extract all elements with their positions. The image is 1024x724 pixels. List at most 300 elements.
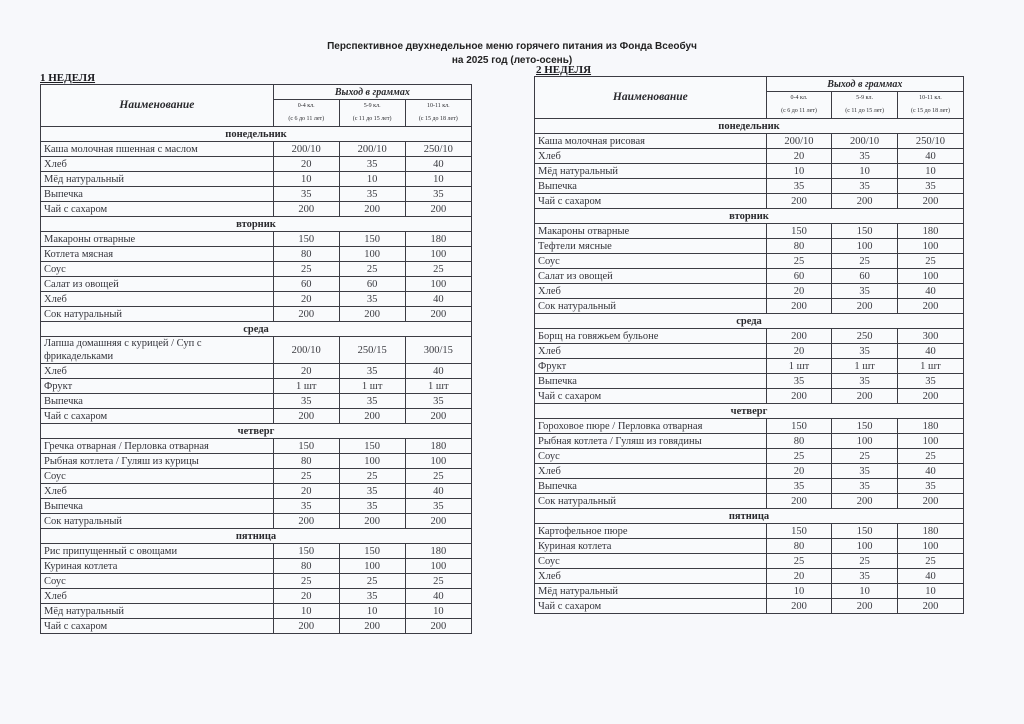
- table-row: [535, 449, 964, 464]
- portion-value: 200: [273, 409, 339, 424]
- dish-name: Хлеб: [535, 284, 767, 299]
- dish-name: Сок натуральный: [535, 299, 767, 314]
- table-row: [41, 247, 472, 262]
- day-name: понедельник: [535, 119, 964, 134]
- dish-name: Фрукт: [41, 379, 274, 394]
- portion-value: 60: [273, 277, 339, 292]
- portion-value: 200: [405, 514, 471, 529]
- portion-value: 80: [766, 434, 832, 449]
- portion-value: 35: [897, 374, 963, 389]
- table-row: [41, 409, 472, 424]
- portion-value: 20: [273, 292, 339, 307]
- day-name: четверг: [535, 404, 964, 419]
- dish-name: Куриная котлета: [535, 539, 767, 554]
- dish-name: Макароны отварные: [535, 224, 767, 239]
- portion-value: 80: [273, 559, 339, 574]
- table-row: [535, 269, 964, 284]
- portion-value: 180: [405, 232, 471, 247]
- day-row: [41, 217, 472, 232]
- portion-value: 40: [405, 157, 471, 172]
- portion-value: 100: [897, 239, 963, 254]
- portion-value: 40: [897, 149, 963, 164]
- portion-value: 200: [339, 307, 405, 322]
- portion-value: 250/15: [339, 337, 405, 364]
- day-row: [41, 529, 472, 544]
- portion-value: 35: [832, 479, 898, 494]
- table-row: [41, 379, 472, 394]
- portion-value: 150: [832, 224, 898, 239]
- table-row: [41, 439, 472, 454]
- dish-name: Мёд натуральный: [41, 172, 274, 187]
- portion-value: 35: [405, 394, 471, 409]
- table-row: [41, 187, 472, 202]
- portion-value: 40: [897, 344, 963, 359]
- portion-value: 10: [832, 584, 898, 599]
- header-row: [41, 85, 472, 100]
- portion-value: 200: [766, 194, 832, 209]
- table-row: [41, 484, 472, 499]
- portion-value: 25: [405, 574, 471, 589]
- dish-name: Чай с сахаром: [535, 599, 767, 614]
- portion-value: 35: [273, 187, 339, 202]
- portion-value: 100: [832, 239, 898, 254]
- age-range: (с 6 до 11 лет): [781, 108, 817, 114]
- table-row: [41, 307, 472, 322]
- portion-value: 100: [897, 434, 963, 449]
- portion-value: 60: [766, 269, 832, 284]
- portion-value: 200: [897, 194, 963, 209]
- table-row: [535, 194, 964, 209]
- table-row: [535, 464, 964, 479]
- dish-name: Выпечка: [41, 394, 274, 409]
- portion-value: 200/10: [766, 134, 832, 149]
- day-row: [535, 209, 964, 224]
- portion-value: 100: [339, 454, 405, 469]
- portion-value: 40: [897, 284, 963, 299]
- portion-value: 200: [897, 389, 963, 404]
- portion-value: 1 шт: [832, 359, 898, 374]
- portion-value: 200/10: [273, 142, 339, 157]
- portion-value: 35: [339, 484, 405, 499]
- portion-value: 25: [339, 262, 405, 277]
- dish-name: Гречка отварная / Перловка отварная: [41, 439, 274, 454]
- table-row: [41, 514, 472, 529]
- table-row: [535, 554, 964, 569]
- dish-name: Выпечка: [41, 499, 274, 514]
- week-2-menu-table: [534, 76, 964, 614]
- portion-value: 180: [405, 439, 471, 454]
- day-name: пятница: [41, 529, 472, 544]
- table-row: [41, 142, 472, 157]
- dish-name: Каша молочная рисовая: [535, 134, 767, 149]
- portion-value: 10: [339, 604, 405, 619]
- grade-range: 0-4 кл.: [297, 103, 315, 109]
- portion-value: 10: [766, 584, 832, 599]
- dish-name: Хлеб: [535, 464, 767, 479]
- dish-name: Хлеб: [41, 589, 274, 604]
- portion-value: 10: [273, 172, 339, 187]
- dish-name: Выпечка: [535, 374, 767, 389]
- portion-value: 60: [339, 277, 405, 292]
- age-range: (с 15 до 18 лет): [418, 116, 458, 122]
- portion-value: 25: [273, 262, 339, 277]
- dish-name: Макароны отварные: [41, 232, 274, 247]
- grade-range: 0-4 кл.: [790, 95, 808, 101]
- portion-value: 200: [273, 307, 339, 322]
- portion-value: 1 шт: [273, 379, 339, 394]
- grade-range: 10-11 кл.: [919, 95, 942, 101]
- portion-value: 100: [832, 539, 898, 554]
- day-row: [41, 127, 472, 142]
- dish-name: Рис припущенный с овощами: [41, 544, 274, 559]
- dish-name: Хлеб: [41, 292, 274, 307]
- portion-value: 80: [766, 539, 832, 554]
- portion-value: 25: [405, 469, 471, 484]
- week-1-label: 1 НЕДЕЛЯ: [40, 72, 96, 84]
- portion-value: 10: [339, 172, 405, 187]
- portion-value: 150: [273, 544, 339, 559]
- day-row: [535, 119, 964, 134]
- table-row: [41, 277, 472, 292]
- header-row: [535, 77, 964, 92]
- portion-value: 25: [766, 449, 832, 464]
- portion-value: 100: [405, 247, 471, 262]
- portion-value: 200: [273, 514, 339, 529]
- age-range: (с 15 до 18 лет): [910, 108, 950, 114]
- table-row: [535, 419, 964, 434]
- day-name: вторник: [41, 217, 472, 232]
- age-range: (с 11 до 15 лет): [845, 108, 884, 114]
- dish-name: Мёд натуральный: [535, 164, 767, 179]
- age-group-header: [273, 100, 339, 127]
- dish-name: Чай с сахаром: [41, 202, 274, 217]
- portion-value: 100: [405, 277, 471, 292]
- portion-value: 35: [832, 179, 898, 194]
- portion-value: 200: [897, 494, 963, 509]
- table-row: [535, 254, 964, 269]
- portion-value: 25: [273, 469, 339, 484]
- portion-value: 40: [897, 464, 963, 479]
- table-row: [535, 149, 964, 164]
- dish-name: Куриная котлета: [41, 559, 274, 574]
- dish-name: Хлеб: [535, 149, 767, 164]
- portion-value: 200: [832, 194, 898, 209]
- portion-value: 20: [766, 149, 832, 164]
- portion-value: 25: [766, 554, 832, 569]
- portion-value: 200/10: [339, 142, 405, 157]
- grade-range: 5-9 кл.: [856, 95, 874, 101]
- dish-name: Хлеб: [41, 484, 274, 499]
- day-name: понедельник: [41, 127, 472, 142]
- dish-name: Хлеб: [535, 344, 767, 359]
- portion-value: 200: [832, 299, 898, 314]
- portion-value: 180: [405, 544, 471, 559]
- day-row: [41, 424, 472, 439]
- portion-value: 40: [897, 569, 963, 584]
- portion-value: 150: [339, 232, 405, 247]
- day-name: среда: [41, 322, 472, 337]
- portion-value: 20: [273, 484, 339, 499]
- table-row: [535, 359, 964, 374]
- portion-value: 150: [339, 544, 405, 559]
- portion-value: 20: [273, 157, 339, 172]
- table-row: [41, 589, 472, 604]
- table-row: [535, 299, 964, 314]
- week-2-label: 2 НЕДЕЛЯ: [536, 64, 592, 76]
- dish-name: Сок натуральный: [41, 514, 274, 529]
- table-row: [535, 584, 964, 599]
- portion-value: 80: [766, 239, 832, 254]
- grade-range: 5-9 кл.: [363, 103, 381, 109]
- portion-value: 20: [766, 344, 832, 359]
- dish-name: Чай с сахаром: [535, 194, 767, 209]
- dish-name: Котлета мясная: [41, 247, 274, 262]
- output-grams-header: Выход в граммах: [273, 85, 471, 100]
- portion-value: 200: [766, 494, 832, 509]
- portion-value: 200: [405, 307, 471, 322]
- name-column-header: Наименование: [41, 85, 274, 127]
- portion-value: 180: [897, 524, 963, 539]
- portion-value: 25: [897, 554, 963, 569]
- portion-value: 20: [766, 464, 832, 479]
- day-row: [41, 322, 472, 337]
- day-row: [535, 509, 964, 524]
- dish-name: Соус: [41, 469, 274, 484]
- portion-value: 80: [273, 454, 339, 469]
- title-line-1: Перспективное двухнедельное меню горячего питания из Фонда Всеобуч: [327, 41, 697, 52]
- dish-name: Соус: [41, 574, 274, 589]
- portion-value: 10: [897, 164, 963, 179]
- portion-value: 35: [339, 364, 405, 379]
- table-row: [41, 202, 472, 217]
- dish-name: Рыбная котлета / Гуляш из говядины: [535, 434, 767, 449]
- dish-name: Тефтели мясные: [535, 239, 767, 254]
- dish-name: Салат из овощей: [41, 277, 274, 292]
- portion-value: 40: [405, 292, 471, 307]
- portion-value: 10: [273, 604, 339, 619]
- day-name: четверг: [41, 424, 472, 439]
- dish-name: Чай с сахаром: [41, 409, 274, 424]
- dish-name: Выпечка: [535, 479, 767, 494]
- portion-value: 200: [405, 619, 471, 634]
- dish-name: Выпечка: [535, 179, 767, 194]
- portion-value: 20: [273, 589, 339, 604]
- portion-value: 300/15: [405, 337, 471, 364]
- portion-value: 200: [897, 599, 963, 614]
- portion-value: 200: [339, 514, 405, 529]
- portion-value: 1 шт: [897, 359, 963, 374]
- portion-value: 25: [273, 574, 339, 589]
- portion-value: 200: [897, 299, 963, 314]
- table-row: [535, 164, 964, 179]
- dish-name: Чай с сахаром: [41, 619, 274, 634]
- portion-value: 35: [339, 187, 405, 202]
- portion-value: 150: [766, 419, 832, 434]
- table-row: [535, 284, 964, 299]
- portion-value: 100: [339, 559, 405, 574]
- dish-name: Салат из овощей: [535, 269, 767, 284]
- portion-value: 200: [405, 409, 471, 424]
- portion-value: 35: [832, 374, 898, 389]
- portion-value: 150: [273, 232, 339, 247]
- portion-value: 150: [832, 419, 898, 434]
- table-row: [535, 239, 964, 254]
- portion-value: 35: [339, 499, 405, 514]
- portion-value: 200/10: [273, 337, 339, 364]
- portion-value: 35: [832, 344, 898, 359]
- table-row: [535, 494, 964, 509]
- portion-value: 100: [832, 434, 898, 449]
- portion-value: 35: [832, 149, 898, 164]
- portion-value: 100: [405, 454, 471, 469]
- portion-value: 200: [339, 202, 405, 217]
- table-row: [41, 157, 472, 172]
- table-row: [535, 134, 964, 149]
- portion-value: 20: [766, 284, 832, 299]
- output-grams-header: Выход в граммах: [766, 77, 963, 92]
- portion-value: 35: [339, 157, 405, 172]
- dish-name: Соус: [41, 262, 274, 277]
- portion-value: 100: [897, 269, 963, 284]
- name-column-header: Наименование: [535, 77, 767, 119]
- portion-value: 35: [405, 187, 471, 202]
- portion-value: 35: [339, 589, 405, 604]
- portion-value: 200: [766, 299, 832, 314]
- portion-value: 25: [832, 554, 898, 569]
- portion-value: 300: [897, 329, 963, 344]
- portion-value: 150: [273, 439, 339, 454]
- portion-value: 35: [273, 394, 339, 409]
- portion-value: 150: [766, 524, 832, 539]
- portion-value: 10: [405, 172, 471, 187]
- portion-value: 200: [766, 599, 832, 614]
- dish-name: Соус: [535, 554, 767, 569]
- portion-value: 25: [339, 574, 405, 589]
- portion-value: 180: [897, 419, 963, 434]
- portion-value: 40: [405, 364, 471, 379]
- age-range: (с 11 до 15 лет): [352, 116, 392, 122]
- portion-value: 1 шт: [405, 379, 471, 394]
- dish-name: Рыбная котлета / Гуляш из курицы: [41, 454, 274, 469]
- portion-value: 35: [897, 179, 963, 194]
- portion-value: 35: [339, 394, 405, 409]
- table-row: [535, 569, 964, 584]
- age-group-header: [766, 92, 832, 119]
- portion-value: 60: [832, 269, 898, 284]
- portion-value: 100: [405, 559, 471, 574]
- table-row: [535, 374, 964, 389]
- table-row: [41, 394, 472, 409]
- portion-value: 40: [405, 484, 471, 499]
- document-title: [0, 40, 1024, 68]
- portion-value: 200: [405, 202, 471, 217]
- age-group-header: [339, 100, 405, 127]
- dish-name: Соус: [535, 254, 767, 269]
- portion-value: 200: [766, 329, 832, 344]
- portion-value: 20: [766, 569, 832, 584]
- dish-name: Борщ на говяжьем бульоне: [535, 329, 767, 344]
- portion-value: 150: [832, 524, 898, 539]
- portion-value: 200: [273, 202, 339, 217]
- table-row: [535, 389, 964, 404]
- portion-value: 25: [832, 254, 898, 269]
- dish-name: Лапша домашняя с курицей / Суп с фрикадельками: [41, 337, 274, 364]
- table-row: [41, 559, 472, 574]
- table-row: [535, 524, 964, 539]
- age-group-header: [405, 100, 471, 127]
- table-row: [535, 179, 964, 194]
- dish-name: Хлеб: [535, 569, 767, 584]
- table-row: [41, 499, 472, 514]
- title-line-2: на 2025 год (лето-осень): [451, 55, 573, 66]
- portion-value: 100: [897, 539, 963, 554]
- table-row: [41, 232, 472, 247]
- portion-value: 200: [339, 619, 405, 634]
- portion-value: 10: [766, 164, 832, 179]
- table-row: [41, 619, 472, 634]
- portion-value: 10: [897, 584, 963, 599]
- dish-name: Соус: [535, 449, 767, 464]
- portion-value: 35: [339, 292, 405, 307]
- portion-value: 35: [766, 179, 832, 194]
- portion-value: 150: [766, 224, 832, 239]
- portion-value: 10: [405, 604, 471, 619]
- portion-value: 200: [832, 389, 898, 404]
- table-row: [41, 454, 472, 469]
- week-1-menu-table: [40, 84, 472, 634]
- portion-value: 25: [897, 254, 963, 269]
- table-row: [535, 434, 964, 449]
- portion-value: 250/10: [405, 142, 471, 157]
- portion-value: 35: [766, 374, 832, 389]
- table-row: [41, 262, 472, 277]
- portion-value: 200: [339, 409, 405, 424]
- day-row: [535, 314, 964, 329]
- table-row: [535, 599, 964, 614]
- portion-value: 35: [766, 479, 832, 494]
- table-row: [535, 224, 964, 239]
- portion-value: 150: [339, 439, 405, 454]
- portion-value: 10: [832, 164, 898, 179]
- portion-value: 35: [405, 499, 471, 514]
- table-row: [535, 344, 964, 359]
- portion-value: 1 шт: [766, 359, 832, 374]
- table-row: [535, 479, 964, 494]
- portion-value: 180: [897, 224, 963, 239]
- table-row: [41, 364, 472, 379]
- dish-name: Гороховое пюре / Перловка отварная: [535, 419, 767, 434]
- table-row: [41, 604, 472, 619]
- portion-value: 25: [832, 449, 898, 464]
- portion-value: 35: [832, 464, 898, 479]
- portion-value: 1 шт: [339, 379, 405, 394]
- table-row: [535, 329, 964, 344]
- portion-value: 25: [405, 262, 471, 277]
- portion-value: 200/10: [832, 134, 898, 149]
- table-row: [41, 469, 472, 484]
- portion-value: 25: [766, 254, 832, 269]
- dish-name: Сок натуральный: [41, 307, 274, 322]
- portion-value: 25: [339, 469, 405, 484]
- dish-name: Хлеб: [41, 157, 274, 172]
- age-group-header: [832, 92, 898, 119]
- dish-name: Фрукт: [535, 359, 767, 374]
- portion-value: 200: [766, 389, 832, 404]
- table-row: [41, 544, 472, 559]
- portion-value: 25: [897, 449, 963, 464]
- dish-name: Мёд натуральный: [535, 584, 767, 599]
- day-row: [535, 404, 964, 419]
